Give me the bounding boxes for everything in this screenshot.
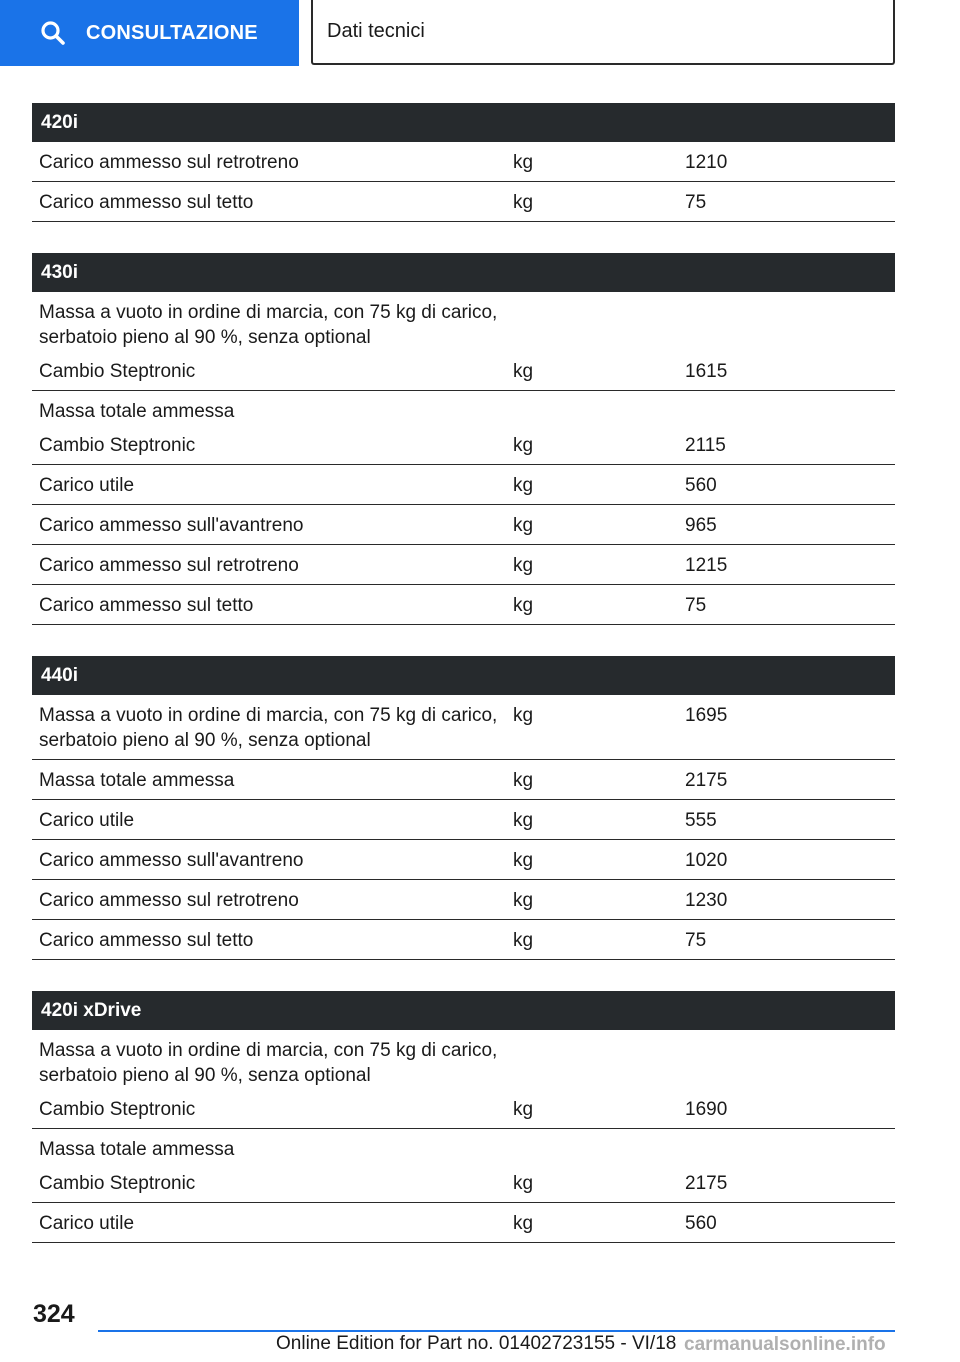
- row-value: [678, 1030, 895, 1094]
- table-row: [32, 391, 895, 431]
- table-row: [32, 356, 895, 391]
- row-label: Carico ammesso sul retrotreno: [32, 545, 506, 585]
- consultazione-label: CONSULTAZIONE: [86, 21, 258, 44]
- row-label: Massa a vuoto in ordine di marcia, con 75 kg di carico, serbatoio pieno al 90 %, senza optional: [32, 695, 506, 760]
- table-row: [32, 1203, 895, 1243]
- watermark: carmanualsonline.info: [684, 1334, 886, 1355]
- row-value: 75: [678, 182, 895, 222]
- row-label: Carico utile: [32, 465, 506, 505]
- row-unit: kg: [506, 1203, 678, 1243]
- row-value: 1215: [678, 545, 895, 585]
- row-value: [678, 391, 895, 431]
- row-unit: kg: [506, 505, 678, 545]
- row-label: Carico ammesso sul tetto: [32, 920, 506, 960]
- spec-table: [32, 253, 895, 625]
- table-row: [32, 182, 895, 222]
- row-unit: kg: [506, 182, 678, 222]
- row-unit: kg: [506, 465, 678, 505]
- spec-table: [32, 991, 895, 1243]
- row-label: Cambio Steptronic: [32, 1094, 506, 1129]
- footer-divider: [98, 1330, 895, 1332]
- section-title: Dati tecnici: [311, 0, 895, 65]
- row-unit: kg: [506, 585, 678, 625]
- row-value: 1210: [678, 142, 895, 182]
- row-label: Carico ammesso sul retrotreno: [32, 880, 506, 920]
- table-row: [32, 1094, 895, 1129]
- row-unit: [506, 1129, 678, 1169]
- model-heading: 440i: [32, 656, 895, 695]
- table-row: [32, 142, 895, 182]
- table-row: [32, 920, 895, 960]
- row-value: 2175: [678, 1168, 895, 1203]
- row-value: 1615: [678, 356, 895, 391]
- row-unit: kg: [506, 880, 678, 920]
- row-unit: kg: [506, 356, 678, 391]
- row-label: Carico ammesso sul tetto: [32, 585, 506, 625]
- row-unit: kg: [506, 760, 678, 800]
- row-label: Cambio Steptronic: [32, 356, 506, 391]
- row-unit: kg: [506, 800, 678, 840]
- row-unit: kg: [506, 545, 678, 585]
- table-row: [32, 880, 895, 920]
- row-unit: [506, 292, 678, 356]
- row-label: Massa totale ammessa: [39, 1139, 235, 1160]
- row-value: 1690: [678, 1094, 895, 1129]
- row-unit: kg: [506, 142, 678, 182]
- table-row: [32, 585, 895, 625]
- row-unit: kg: [506, 840, 678, 880]
- row-value: 560: [678, 465, 895, 505]
- row-label: Carico ammesso sull'avantreno: [32, 840, 506, 880]
- table-row: [32, 800, 895, 840]
- row-value: 1230: [678, 880, 895, 920]
- row-unit: kg: [506, 1094, 678, 1129]
- row-value: 560: [678, 1203, 895, 1243]
- table-row: [32, 760, 895, 800]
- row-label: Carico ammesso sul tetto: [32, 182, 506, 222]
- row-unit: kg: [506, 1168, 678, 1203]
- consultazione-button[interactable]: [0, 0, 299, 66]
- spec-table: [32, 656, 895, 960]
- table-row: [32, 695, 895, 760]
- row-value: 1695: [678, 695, 895, 760]
- search-icon: [40, 20, 66, 46]
- table-row: [32, 545, 895, 585]
- model-heading: 430i: [32, 253, 895, 292]
- row-label: Cambio Steptronic: [32, 430, 506, 465]
- table-row: [32, 1129, 895, 1169]
- row-label: Carico ammesso sull'avantreno: [32, 505, 506, 545]
- page-number: 324: [33, 1300, 75, 1328]
- row-value: 965: [678, 505, 895, 545]
- row-unit: kg: [506, 695, 678, 760]
- row-value: 1020: [678, 840, 895, 880]
- row-label: Carico utile: [32, 1203, 506, 1243]
- row-value: 75: [678, 585, 895, 625]
- row-label: Carico ammesso sul retrotreno: [32, 142, 506, 182]
- model-heading: 420i: [32, 103, 895, 142]
- row-value: 2175: [678, 760, 895, 800]
- table-row: [32, 840, 895, 880]
- row-unit: [506, 391, 678, 431]
- spec-table: [32, 103, 895, 222]
- edition-note: Online Edition for Part no. 01402723155 - VI/18: [276, 1333, 677, 1354]
- table-row: [32, 430, 895, 465]
- row-unit: [506, 1030, 678, 1094]
- table-row: [32, 505, 895, 545]
- row-value: [678, 292, 895, 356]
- row-label: Massa totale ammessa: [39, 401, 235, 422]
- row-label: Massa a vuoto in ordine di marcia, con 75 kg di carico, serbatoio pieno al 90 %, senza optional: [39, 302, 498, 348]
- table-row: [32, 1030, 895, 1094]
- table-row: [32, 1168, 895, 1203]
- row-value: 75: [678, 920, 895, 960]
- table-row: [32, 292, 895, 356]
- table-row: [32, 465, 895, 505]
- row-label: Massa totale ammessa: [32, 760, 506, 800]
- row-unit: kg: [506, 430, 678, 465]
- row-value: 555: [678, 800, 895, 840]
- page-header: [0, 0, 960, 66]
- row-label: Massa a vuoto in ordine di marcia, con 75 kg di carico, serbatoio pieno al 90 %, senza optional: [39, 1040, 498, 1086]
- row-label: Carico utile: [32, 800, 506, 840]
- row-label: Cambio Steptronic: [32, 1168, 506, 1203]
- row-unit: kg: [506, 920, 678, 960]
- spec-tables: [32, 103, 895, 1274]
- model-heading: 420i xDrive: [32, 991, 895, 1030]
- row-value: [678, 1129, 895, 1169]
- row-value: 2115: [678, 430, 895, 465]
